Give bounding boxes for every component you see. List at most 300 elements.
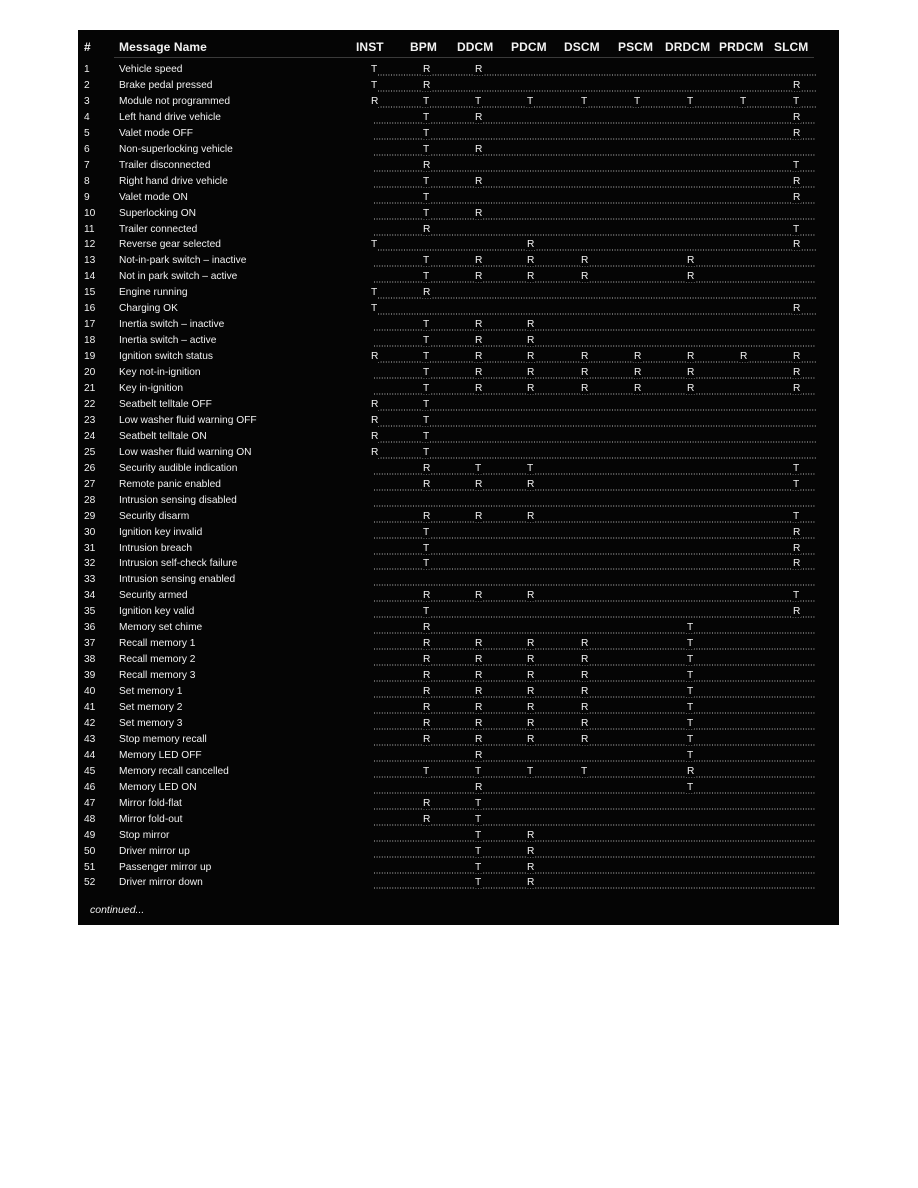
row-number: 28 [84,494,96,506]
cell-marker-bpm: T [423,319,430,331]
cell-marker-ddcm: R [475,638,483,650]
table-row [78,64,839,80]
cell-marker-ddcm: R [475,351,483,363]
dotted-leader [78,479,839,495]
dotted-leader [78,638,839,654]
dotted-leader [78,144,839,160]
table-row [78,606,839,622]
table-row [78,128,839,144]
cell-marker-pdcm: R [527,829,535,841]
cell-marker-ddcm: T [475,95,482,107]
table-row [78,463,839,479]
table-row [78,670,839,686]
cell-marker-inst: T [371,64,378,75]
cell-marker-prdcm: T [740,95,747,107]
cell-marker-drdcm: T [687,717,694,729]
cell-marker-bpm: T [423,765,430,777]
cell-marker-bpm: T [423,207,430,219]
table-row [78,351,839,367]
dotted-leader [78,287,839,303]
cell-marker-drdcm: T [687,702,694,713]
header-module-inst: INST [356,40,384,54]
dotted-leader [78,558,839,574]
dotted-leader [78,495,839,511]
dotted-leader [78,80,839,96]
table-row [78,383,839,399]
cell-marker-drdcm: T [687,686,694,698]
cell-marker-pdcm: R [527,717,535,729]
table-row [78,702,839,718]
header-module-prdcm: PRDCM [719,40,764,54]
cell-marker-ddcm: T [475,861,482,873]
row-message-name: Mirror fold-flat [119,797,182,809]
message-matrix-panel [78,30,839,925]
cell-marker-dscm: R [581,638,589,650]
cell-marker-slcm: R [793,175,801,187]
row-message-name: Trailer disconnected [119,159,211,171]
row-message-name: Ignition switch status [119,351,213,363]
row-number: 21 [84,383,96,394]
table-row [78,830,839,846]
row-message-name: Seatbelt telltale OFF [119,398,212,410]
cell-marker-slcm: T [793,590,800,602]
cell-marker-inst: T [371,287,378,299]
cell-marker-slcm: T [793,223,800,235]
row-number: 43 [84,733,96,745]
header-module-slcm: SLCM [774,40,809,54]
cell-marker-ddcm: R [475,654,483,666]
row-number: 1 [84,64,90,75]
row-number: 36 [84,622,96,634]
cell-marker-ddcm: T [475,829,482,841]
row-number: 34 [84,590,96,602]
cell-marker-ddcm: R [475,717,483,729]
row-message-name: Passenger mirror up [119,861,212,873]
cell-marker-bpm: R [423,717,431,729]
dotted-leader [78,160,839,176]
row-message-name: Superlocking ON [119,207,197,219]
cell-marker-slcm: R [793,542,801,554]
row-number: 38 [84,654,96,666]
row-number: 51 [84,861,96,873]
cell-marker-slcm: R [793,111,801,123]
table-row [78,319,839,335]
row-number: 23 [84,414,96,426]
dotted-leader [78,830,839,846]
cell-marker-bpm: T [423,558,430,570]
cell-marker-bpm: T [423,367,430,379]
cell-marker-ddcm: R [475,255,483,267]
cell-marker-bpm: R [423,223,431,235]
cell-marker-slcm: R [793,526,801,538]
header-divider [114,57,814,58]
header-module-pdcm: PDCM [511,40,547,54]
row-number: 46 [84,781,96,793]
cell-marker-pdcm: R [527,877,535,889]
cell-marker-bpm: T [423,542,430,554]
cell-marker-pdcm: R [527,638,535,650]
cell-marker-pdcm: R [527,686,535,698]
cell-marker-drdcm: R [687,367,695,379]
cell-marker-ddcm: T [475,877,482,889]
cell-marker-slcm: R [793,558,801,570]
cell-marker-dscm: R [581,271,589,283]
row-number: 16 [84,303,96,315]
cell-marker-inst: T [371,303,378,315]
cell-marker-bpm: T [423,143,430,155]
dotted-leader [78,415,839,431]
row-number: 45 [84,765,96,777]
row-number: 19 [84,351,96,363]
row-number: 20 [84,367,96,379]
table-row [78,782,839,798]
row-number: 15 [84,287,96,299]
table-row [78,574,839,590]
cell-marker-drdcm: R [687,765,695,777]
row-number: 47 [84,797,96,809]
cell-marker-bpm: R [423,686,431,698]
dotted-leader [78,670,839,686]
row-message-name: Low washer fluid warning OFF [119,414,257,426]
cell-marker-ddcm: R [475,478,483,490]
cell-marker-ddcm: R [475,670,483,682]
cell-marker-pdcm: R [527,383,535,394]
row-number: 44 [84,749,96,761]
cell-marker-bpm: R [423,462,431,474]
cell-marker-pdcm: R [527,478,535,490]
row-number: 40 [84,686,96,698]
row-number: 6 [84,143,90,155]
continued-note: continued... [90,904,145,916]
cell-marker-slcm: R [793,191,801,203]
table-row [78,654,839,670]
cell-marker-dscm: R [581,367,589,379]
table-row [78,287,839,303]
cell-marker-inst: R [371,95,379,107]
cell-marker-bpm: T [423,606,430,618]
cell-marker-pdcm: R [527,861,535,873]
row-message-name: Memory LED ON [119,781,197,793]
table-row [78,814,839,830]
cell-marker-pdcm: R [527,271,535,283]
table-row [78,558,839,574]
cell-marker-prdcm: R [740,351,748,363]
row-message-name: Brake pedal pressed [119,79,213,91]
cell-marker-slcm: R [793,383,801,394]
cell-marker-slcm: T [793,510,800,522]
cell-marker-drdcm: T [687,749,694,761]
cell-marker-ddcm: T [475,462,482,474]
cell-marker-bpm: T [423,351,430,363]
cell-marker-bpm: T [423,255,430,267]
cell-marker-bpm: T [423,95,430,107]
table-row [78,718,839,734]
row-number: 41 [84,702,96,713]
cell-marker-bpm: R [423,622,431,634]
cell-marker-dscm: R [581,717,589,729]
row-message-name: Stop memory recall [119,733,207,745]
cell-marker-bpm: R [423,287,431,299]
table-row [78,862,839,878]
table-row [78,527,839,543]
cell-marker-slcm: T [793,159,800,171]
header-module-ddcm: DDCM [457,40,494,54]
cell-marker-bpm: R [423,670,431,682]
cell-marker-inst: R [371,351,379,363]
row-message-name: Key in-ignition [119,383,183,394]
table-row [78,590,839,606]
cell-marker-dscm: R [581,383,589,394]
cell-marker-pdcm: R [527,335,535,347]
cell-marker-drdcm: T [687,638,694,650]
cell-marker-drdcm: R [687,255,695,267]
cell-marker-ddcm: R [475,686,483,698]
cell-marker-drdcm: T [687,670,694,682]
cell-marker-slcm: R [793,606,801,618]
table-row [78,750,839,766]
table-row [78,192,839,208]
cell-marker-ddcm: R [475,749,483,761]
cell-marker-pscm: T [634,95,641,107]
dotted-leader [78,208,839,224]
cell-marker-bpm: T [423,526,430,538]
cell-marker-drdcm: T [687,95,694,107]
row-number: 37 [84,638,96,650]
cell-marker-drdcm: T [687,733,694,745]
row-message-name: Security disarm [119,510,190,522]
cell-marker-pdcm: R [527,590,535,602]
row-message-name: Remote panic enabled [119,478,221,490]
row-number: 50 [84,845,96,857]
row-number: 5 [84,127,90,139]
cell-marker-slcm: T [793,462,800,474]
row-number: 13 [84,255,96,267]
dotted-leader [78,622,839,638]
cell-marker-bpm: R [423,64,431,75]
cell-marker-bpm: R [423,797,431,809]
row-message-name: Charging OK [119,303,178,315]
dotted-leader [78,239,839,255]
header-number: # [84,40,91,54]
table-row [78,176,839,192]
row-message-name: Security audible indication [119,462,238,474]
dotted-leader [78,96,839,112]
row-message-name: Not in park switch – active [119,271,238,283]
dotted-leader [78,351,839,367]
cell-marker-drdcm: T [687,781,694,793]
dotted-leader [78,782,839,798]
cell-marker-bpm: T [423,414,430,426]
cell-marker-bpm: T [423,175,430,187]
cell-marker-pscm: R [634,367,642,379]
dotted-leader [78,255,839,271]
dotted-leader [78,686,839,702]
row-message-name: Right hand drive vehicle [119,175,228,187]
cell-marker-pdcm: R [527,319,535,331]
dotted-leader [78,224,839,240]
cell-marker-bpm: R [423,702,431,713]
table-row [78,415,839,431]
row-message-name: Non-superlocking vehicle [119,143,233,155]
cell-marker-dscm: R [581,654,589,666]
dotted-leader [78,431,839,447]
row-number: 32 [84,558,96,570]
header-module-bpm: BPM [410,40,437,54]
table-row [78,622,839,638]
cell-marker-ddcm: R [475,367,483,379]
header-message-name: Message Name [119,40,207,54]
row-message-name: Memory recall cancelled [119,765,229,777]
cell-marker-ddcm: R [475,702,483,713]
row-message-name: Security armed [119,590,188,602]
cell-marker-pdcm: R [527,733,535,745]
dotted-leader [78,112,839,128]
cell-marker-bpm: T [423,127,430,139]
cell-marker-bpm: T [423,271,430,283]
row-message-name: Intrusion sensing enabled [119,574,236,586]
dotted-leader [78,590,839,606]
row-message-name: Engine running [119,287,188,299]
cell-marker-pdcm: R [527,510,535,522]
cell-marker-bpm: T [423,430,430,442]
row-message-name: Left hand drive vehicle [119,111,221,123]
row-number: 17 [84,319,96,331]
cell-marker-drdcm: T [687,622,694,634]
cell-marker-drdcm: R [687,351,695,363]
row-number: 11 [84,223,95,235]
row-message-name: Key not-in-ignition [119,367,201,379]
cell-marker-ddcm: T [475,845,482,857]
row-number: 22 [84,398,96,410]
cell-marker-slcm: R [793,79,801,91]
cell-marker-pdcm: R [527,845,535,857]
dotted-leader [78,654,839,670]
cell-marker-bpm: R [423,654,431,666]
cell-marker-dscm: R [581,351,589,363]
row-number: 39 [84,670,96,682]
cell-marker-bpm: R [423,733,431,745]
table-row [78,846,839,862]
row-number: 4 [84,111,90,123]
cell-marker-dscm: R [581,733,589,745]
cell-marker-drdcm: R [687,271,695,283]
row-message-name: Set memory 2 [119,702,183,713]
dotted-leader [78,862,839,878]
row-message-name: Set memory 1 [119,686,183,698]
row-number: 49 [84,829,96,841]
dotted-leader [78,399,839,415]
table-row [78,431,839,447]
cell-marker-slcm: R [793,367,801,379]
row-number: 8 [84,175,90,187]
table-row [78,798,839,814]
cell-marker-bpm: R [423,813,431,825]
dotted-leader [78,511,839,527]
table-row [78,239,839,255]
dotted-leader [78,750,839,766]
row-message-name: Recall memory 1 [119,638,196,650]
table-row [78,479,839,495]
table-row [78,511,839,527]
table-row [78,399,839,415]
dotted-leader [78,447,839,463]
cell-marker-dscm: R [581,686,589,698]
row-number: 2 [84,79,90,91]
row-message-name: Not-in-park switch – inactive [119,255,247,267]
row-number: 52 [84,877,96,889]
cell-marker-ddcm: T [475,813,482,825]
table-row [78,638,839,654]
row-message-name: Ignition key valid [119,606,195,618]
cell-marker-dscm: R [581,702,589,713]
cell-marker-inst: T [371,239,378,251]
dotted-leader [78,846,839,862]
dotted-leader [78,606,839,622]
cell-marker-bpm: R [423,510,431,522]
table-row [78,160,839,176]
cell-marker-inst: R [371,398,379,410]
dotted-leader [78,128,839,144]
cell-marker-slcm: T [793,95,800,107]
cell-marker-ddcm: R [475,733,483,745]
cell-marker-slcm: R [793,351,801,363]
dotted-leader [78,527,839,543]
row-message-name: Driver mirror down [119,877,203,889]
dotted-leader [78,367,839,383]
dotted-leader [78,303,839,319]
cell-marker-pdcm: T [527,765,534,777]
cell-marker-ddcm: T [475,765,482,777]
cell-marker-slcm: T [793,478,800,490]
cell-marker-drdcm: T [687,654,694,666]
cell-marker-dscm: R [581,255,589,267]
cell-marker-bpm: R [423,590,431,602]
table-row [78,112,839,128]
row-number: 18 [84,335,96,347]
row-message-name: Low washer fluid warning ON [119,446,252,458]
cell-marker-slcm: R [793,303,801,315]
cell-marker-dscm: R [581,670,589,682]
row-message-name: Memory LED OFF [119,749,202,761]
row-number: 30 [84,526,96,538]
dotted-leader [78,798,839,814]
cell-marker-bpm: T [423,335,430,347]
row-message-name: Vehicle speed [119,64,183,75]
cell-marker-ddcm: R [475,335,483,347]
dotted-leader [78,271,839,287]
cell-marker-inst: R [371,414,379,426]
header-module-drdcm: DRDCM [665,40,711,54]
table-row [78,271,839,287]
cell-marker-bpm: T [423,191,430,203]
cell-marker-pscm: R [634,383,642,394]
cell-marker-ddcm: R [475,64,483,75]
cell-marker-inst: R [371,430,379,442]
row-message-name: Intrusion breach [119,542,193,554]
row-number: 29 [84,510,96,522]
cell-marker-inst: R [371,446,379,458]
row-number: 31 [84,542,96,554]
cell-marker-dscm: T [581,765,588,777]
cell-marker-pdcm: R [527,654,535,666]
table-row [78,144,839,160]
cell-marker-ddcm: R [475,207,483,219]
table-row [78,686,839,702]
cell-marker-ddcm: R [475,510,483,522]
table-row [78,255,839,271]
dotted-leader [78,702,839,718]
cell-marker-ddcm: R [475,781,483,793]
